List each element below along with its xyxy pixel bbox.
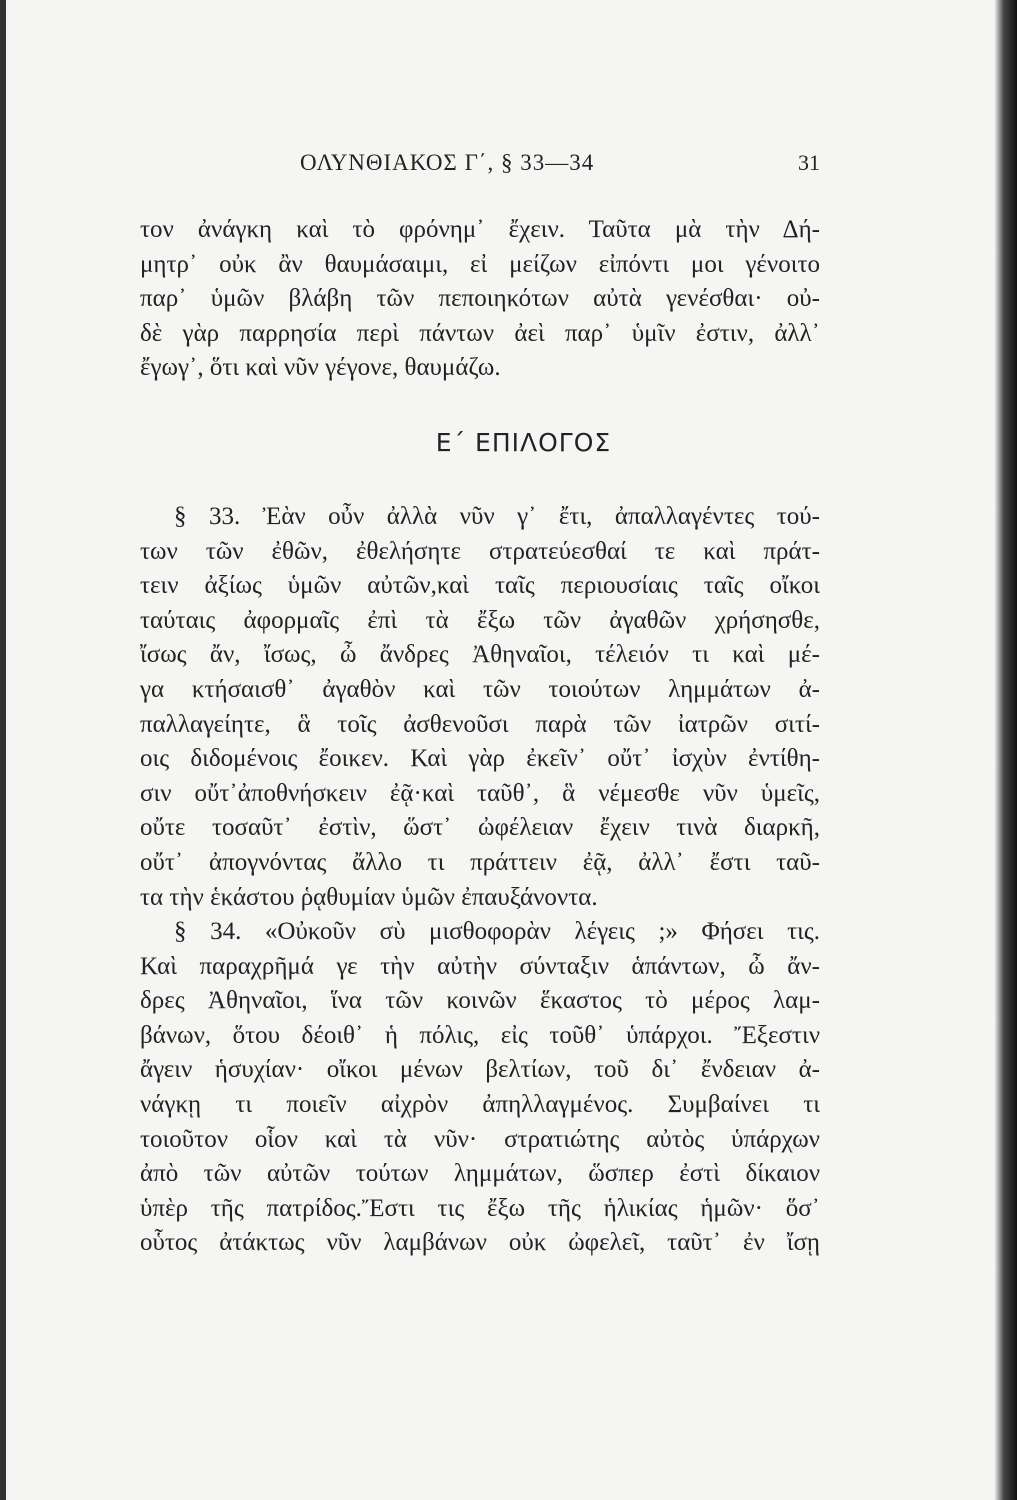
scan-edge-left xyxy=(0,0,6,1500)
intro-paragraph xyxy=(140,213,820,386)
text-line: ἔγωγ᾿, ὅτι καὶ νῦν γέγονε, θαυμάζω. xyxy=(140,354,501,382)
text-line: παλλαγείητε, ἃ τοῖς ἀσθενοῦσι παρὰ τῶν ἰατρῶν σιτί- xyxy=(140,710,820,738)
text-line: ἀπὸ τῶν αὐτῶν τούτων λημμάτων, ὥσπερ ἐστὶ δίκαιον xyxy=(140,1160,820,1188)
paragraph-34 xyxy=(140,915,820,1261)
text-line: βάνων, ὅτου δέοιθ᾿ ἡ πόλις, εἰς τοῦθ᾿ ὑπάρχοι. Ἔξεστιν xyxy=(140,1021,820,1049)
scan-edge-right xyxy=(995,0,1017,1500)
text-line: των τῶν ἐθῶν, ἐθελήσητε στρατεύεσθαί τε καὶ πράτ- xyxy=(140,537,820,565)
text-line: δρες Ἀθηναῖοι, ἵνα τῶν κοινῶν ἕκαστος τὸ μέρος λαμ- xyxy=(140,987,820,1015)
text-line: μητρ᾿ οὐκ ἂν θαυμάσαιμι, εἰ μείζων εἰπόντι μοι γένοιτο xyxy=(140,250,820,278)
text-line: οὔτ᾿ ἀπογνόντας ἄλλο τι πράττειν ἐᾷ, ἀλλ᾿ ἔστι ταῦ- xyxy=(140,848,820,876)
text-line: τειν ἀξίως ὑμῶν αὐτῶν,καὶ ταῖς περιουσίαις ταῖς οἴκοι xyxy=(140,572,820,600)
text-line: νάγκῃ τι ποιεῖν αἰχρὸν ἀπηλλαγμένος. Συμβαίνει τι xyxy=(140,1090,820,1118)
text-line: ἴσως ἄν, ἴσως, ὦ ἄνδρες Ἀθηναῖοι, τέλειόν τι καὶ μέ- xyxy=(140,641,820,669)
text-line: οις διδομένοις ἔοικεν. Καὶ γὰρ ἐκεῖν᾿ οὔτ᾿ ἰσχὺν ἐντίθη- xyxy=(140,745,820,773)
text-line: Καὶ παραχρῆμά γε τὴν αὐτὴν σύνταξιν ἁπάντων, ὦ ἄν- xyxy=(140,952,820,980)
text-line: οὗτος ἀτάκτως νῦν λαμβάνων οὐκ ὠφελεῖ, ταῦτ᾿ ἐν ἴσῃ xyxy=(140,1229,820,1257)
section-heading: Ε΄ ΕΠΙΛΟΓΟΣ xyxy=(435,428,612,457)
text-line: τοιοῦτον οἷον καὶ τὰ νῦν· στρατιώτης αὐτὸς ὑπάρχων xyxy=(140,1125,820,1153)
page-number: 31 xyxy=(798,150,820,175)
paragraph-33 xyxy=(140,500,820,915)
text-line: ἄγειν ἡσυχίαν· οἴκοι μένων βελτίων, τοῦ δι᾿ ἔνδειαν ἀ- xyxy=(140,1056,820,1084)
running-title: ΟΛΥΝΘΙΑΚΟΣ Γ΄, § 33—34 xyxy=(300,150,595,175)
text-line: γα κτήσαισθ᾿ ἀγαθὸν καὶ τῶν τοιούτων λημμάτων ἀ- xyxy=(140,675,820,703)
text-line: § 33. Ἐὰν οὖν ἀλλὰ νῦν γ᾿ ἔτι, ἀπαλλαγέντες τού- xyxy=(174,503,820,530)
text-line: ταύταις ἀφορμαῖς ἐπὶ τὰ ἔξω τῶν ἀγαθῶν χρήσησθε, xyxy=(140,606,820,634)
text-line: δὲ γὰρ παρρησία περὶ πάντων ἀεὶ παρ᾿ ὑμῖν ἐστιν, ἀλλ᾿ xyxy=(140,319,820,347)
text-line: οὔτε τοσαῦτ᾿ ἐστὶν, ὥστ᾿ ὠφέλειαν ἔχειν τινὰ διαρκῆ, xyxy=(140,814,820,842)
text-line: τον ἀνάγκη καὶ τὸ φρόνημ᾿ ἔχειν. Ταῦτα μὰ τὴν Δή- xyxy=(140,216,820,243)
text-line: τα τὴν ἑκάστου ῥᾳθυμίαν ὑμῶν ἐπαυξάνοντα. xyxy=(140,883,598,911)
text-line: ὑπὲρ τῆς πατρίδος.Ἔστι τις ἔξω τῆς ἡλικίας ἡμῶν· ὅσ᾿ xyxy=(140,1194,820,1222)
text-line: παρ᾿ ὑμῶν βλάβη τῶν πεποιηκότων αὐτὰ γενέσθαι· οὐ- xyxy=(140,285,820,313)
text-line: § 34. «Οὐκοῦν σὺ μισθοφορὰν λέγεις ;» Φήσει τις. xyxy=(174,918,820,945)
text-line: σιν οὔτ᾿ἀποθνήσκειν ἐᾷ·καὶ ταῦθ᾿, ἃ νέμεσθε νῦν ὑμεῖς, xyxy=(140,779,820,807)
page-header xyxy=(140,150,820,184)
